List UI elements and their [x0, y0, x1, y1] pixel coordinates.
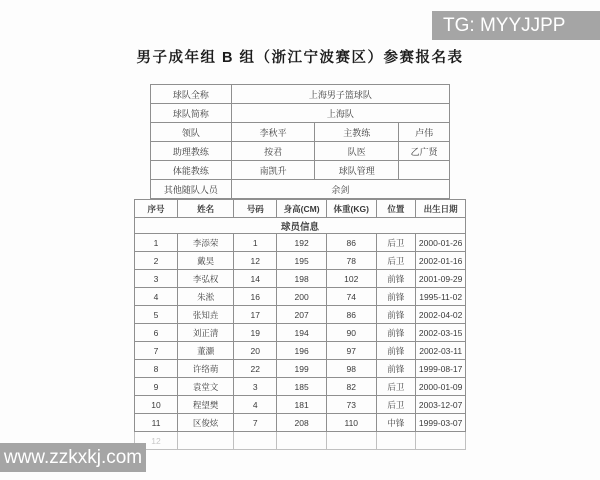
- player-cell: 张知垚: [178, 306, 234, 324]
- player-cell: 2001-09-29: [416, 270, 466, 288]
- player-cell: 110: [326, 414, 376, 432]
- team-info-row: [151, 85, 450, 104]
- player-cell: 1995-11-02: [416, 288, 466, 306]
- info-value: 李秋平: [231, 123, 315, 142]
- team-info-row: [151, 142, 450, 161]
- player-cell: 前锋: [376, 306, 416, 324]
- player-cell: 前锋: [376, 288, 416, 306]
- column-header: 出生日期: [416, 200, 466, 218]
- info-label: 助理教练: [151, 142, 232, 161]
- players-table-clip: [134, 199, 466, 446]
- player-cell: 7: [135, 342, 178, 360]
- player-cell: 李弘权: [178, 270, 234, 288]
- player-cell: [376, 432, 416, 450]
- player-cell: 82: [326, 378, 376, 396]
- player-cell: 208: [277, 414, 327, 432]
- player-cell: 22: [234, 360, 277, 378]
- team-info-table: [150, 84, 450, 199]
- player-cell: 97: [326, 342, 376, 360]
- info-label: 球队全称: [151, 85, 232, 104]
- player-cell: 200: [277, 288, 327, 306]
- player-cell: 2002-03-15: [416, 324, 466, 342]
- player-cell: 3: [234, 378, 277, 396]
- player-cell: 3: [135, 270, 178, 288]
- player-cell: 后卫: [376, 396, 416, 414]
- player-cell: 戴昊: [178, 252, 234, 270]
- player-cell: 4: [234, 396, 277, 414]
- player-cell: 198: [277, 270, 327, 288]
- player-cell: 9: [135, 378, 178, 396]
- player-cell: 86: [326, 234, 376, 252]
- player-cell: 李添荣: [178, 234, 234, 252]
- players-section-band: [135, 218, 466, 234]
- player-cell: 199: [277, 360, 327, 378]
- info-value: 按君: [231, 142, 315, 161]
- player-cell: 74: [326, 288, 376, 306]
- player-cell: 2003-12-07: [416, 396, 466, 414]
- player-row: [135, 432, 466, 450]
- player-cell: 102: [326, 270, 376, 288]
- player-cell: 前锋: [376, 360, 416, 378]
- info-label: 体能教练: [151, 161, 232, 180]
- players-header-row: [135, 200, 466, 218]
- player-cell: 19: [234, 324, 277, 342]
- player-cell: 刘正清: [178, 324, 234, 342]
- player-cell: 2002-03-11: [416, 342, 466, 360]
- watermark-bottom-left: www.zzkxkj.com: [0, 443, 146, 472]
- player-cell: 前锋: [376, 324, 416, 342]
- player-cell: 中锋: [376, 414, 416, 432]
- player-cell: 196: [277, 342, 327, 360]
- player-cell: 11: [135, 414, 178, 432]
- info-label: 球队管理: [315, 161, 399, 180]
- team-info-row: [151, 180, 450, 199]
- page-title: 男子成年组 B 组（浙江宁波赛区）参赛报名表: [136, 50, 464, 66]
- player-row: [135, 378, 466, 396]
- player-cell: 194: [277, 324, 327, 342]
- team-info-row: [151, 123, 450, 142]
- player-cell: 董灏: [178, 342, 234, 360]
- player-cell: 78: [326, 252, 376, 270]
- player-cell: 2: [135, 252, 178, 270]
- player-row: [135, 396, 466, 414]
- players-body: [135, 234, 466, 450]
- players-section-title: 球员信息: [135, 218, 466, 234]
- info-value: 上海队: [231, 104, 449, 123]
- player-cell: 程望樊: [178, 396, 234, 414]
- player-cell: 朱淞: [178, 288, 234, 306]
- player-row: [135, 252, 466, 270]
- player-cell: 14: [234, 270, 277, 288]
- player-cell: 6: [135, 324, 178, 342]
- player-row: [135, 360, 466, 378]
- player-row: [135, 414, 466, 432]
- column-header: 体重(KG): [326, 200, 376, 218]
- player-cell: 98: [326, 360, 376, 378]
- info-value: 余剑: [231, 180, 449, 199]
- player-row: [135, 288, 466, 306]
- players-table: [134, 199, 466, 450]
- player-cell: 1999-03-07: [416, 414, 466, 432]
- player-row: [135, 306, 466, 324]
- player-cell: 17: [234, 306, 277, 324]
- player-cell: [234, 432, 277, 450]
- player-row: [135, 324, 466, 342]
- player-cell: 20: [234, 342, 277, 360]
- player-cell: 185: [277, 378, 327, 396]
- player-cell: [277, 432, 327, 450]
- player-cell: 5: [135, 306, 178, 324]
- player-cell: 1: [234, 234, 277, 252]
- column-header: 序号: [135, 200, 178, 218]
- player-cell: 许络萌: [178, 360, 234, 378]
- player-cell: 前锋: [376, 270, 416, 288]
- player-cell: 2000-01-09: [416, 378, 466, 396]
- info-value: 卢伟: [399, 123, 450, 142]
- player-cell: 袁堂文: [178, 378, 234, 396]
- column-header: 身高(CM): [277, 200, 327, 218]
- player-cell: 90: [326, 324, 376, 342]
- team-info-row: [151, 161, 450, 180]
- player-cell: 1999-08-17: [416, 360, 466, 378]
- player-cell: 2002-04-02: [416, 306, 466, 324]
- form-content: [134, 84, 466, 446]
- info-value: 南凯升: [231, 161, 315, 180]
- player-cell: 73: [326, 396, 376, 414]
- player-cell: 207: [277, 306, 327, 324]
- player-cell: 前锋: [376, 342, 416, 360]
- player-row: [135, 270, 466, 288]
- info-label: 球队简称: [151, 104, 232, 123]
- player-cell: [178, 432, 234, 450]
- player-cell: 8: [135, 360, 178, 378]
- player-cell: 7: [234, 414, 277, 432]
- info-value: [399, 161, 450, 180]
- info-label: 其他随队人员: [151, 180, 232, 199]
- player-cell: 10: [135, 396, 178, 414]
- column-header: 位置: [376, 200, 416, 218]
- player-cell: 后卫: [376, 252, 416, 270]
- players-header: [135, 200, 466, 218]
- info-label: 主教练: [315, 123, 399, 142]
- info-label: 领队: [151, 123, 232, 142]
- column-header: 号码: [234, 200, 277, 218]
- player-cell: 12: [135, 432, 178, 450]
- player-cell: 2002-01-16: [416, 252, 466, 270]
- player-cell: 后卫: [376, 234, 416, 252]
- team-info-body: [151, 85, 450, 199]
- player-cell: 4: [135, 288, 178, 306]
- player-cell: [416, 432, 466, 450]
- watermark-top-right: TG: MYYJJPP: [432, 11, 600, 40]
- info-label: 队医: [315, 142, 399, 161]
- player-cell: 12: [234, 252, 277, 270]
- info-value: 上海男子篮球队: [231, 85, 449, 104]
- player-cell: 区俊炫: [178, 414, 234, 432]
- player-cell: 195: [277, 252, 327, 270]
- player-cell: 16: [234, 288, 277, 306]
- player-cell: 86: [326, 306, 376, 324]
- player-cell: 2000-01-26: [416, 234, 466, 252]
- player-cell: 192: [277, 234, 327, 252]
- player-cell: 后卫: [376, 378, 416, 396]
- player-cell: 181: [277, 396, 327, 414]
- team-info-row: [151, 104, 450, 123]
- player-cell: [326, 432, 376, 450]
- info-value: 乙广贤: [399, 142, 450, 161]
- player-cell: 1: [135, 234, 178, 252]
- players-band: [135, 218, 466, 234]
- player-row: [135, 342, 466, 360]
- player-row: [135, 234, 466, 252]
- column-header: 姓名: [178, 200, 234, 218]
